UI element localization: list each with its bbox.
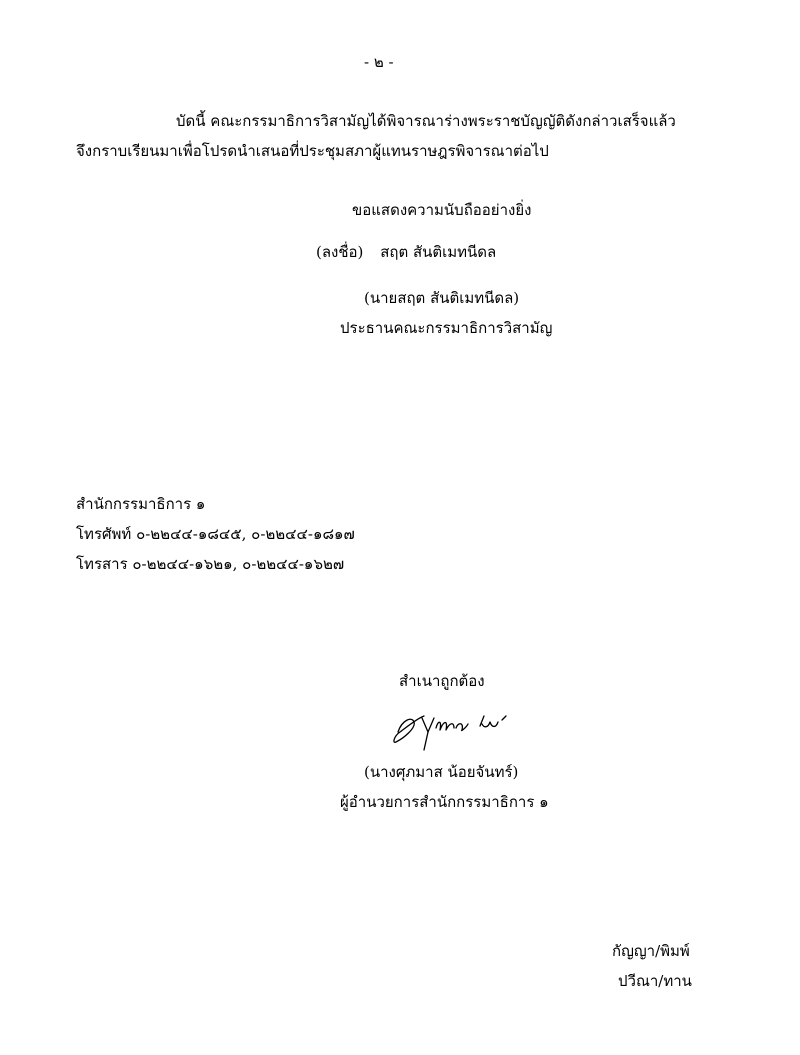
- salutation: ขอแสดงความนับถืออย่างยิ่ง: [352, 201, 532, 219]
- proofreader-credit: ปวีณา/ทาน: [618, 972, 692, 990]
- certifier-position: ผู้อำนวยการสำนักกรรมาธิการ ๑: [340, 793, 549, 811]
- signed-prefix: (ลงชื่อ): [316, 243, 364, 261]
- paragraph-line-1: บัดนี้ คณะกรรมาธิการวิสามัญได้พิจารณาร่างพระราชบัญญัติดังกล่าวเสร็จแล้ว: [176, 112, 676, 130]
- office-name: สำนักกรรมาธิการ ๑: [76, 495, 206, 513]
- office-fax: โทรสาร ๐-๒๒๔๔-๑๖๒๑, ๐-๒๒๔๔-๑๖๒๗: [76, 555, 345, 573]
- signed-line: [316, 242, 496, 262]
- certifier-name: (นางศุภมาส น้อยจันทร์): [364, 763, 519, 781]
- paragraph-line-2: จึงกราบเรียนมาเพื่อโปรดนำเสนอที่ประชุมสภาผู้แทนราษฎรพิจารณาต่อไป: [76, 142, 549, 160]
- office-phone: โทรศัพท์ ๐-๒๒๔๔-๑๘๔๕, ๐-๒๒๔๔-๑๘๑๗: [76, 525, 355, 543]
- certification-label: สำเนาถูกต้อง: [399, 672, 485, 690]
- printed-name: (นายสฤต สันติเมทนีดล): [364, 289, 520, 307]
- page-number: - ๒ -: [364, 53, 394, 71]
- handwritten-signature: [388, 708, 518, 752]
- typist-credit: กัญญา/พิมพ์: [612, 942, 690, 960]
- chair-title: ประธานคณะกรรมาธิการวิสามัญ: [340, 319, 553, 337]
- signed-name: สฤต สันติเมทนีดล: [380, 243, 497, 261]
